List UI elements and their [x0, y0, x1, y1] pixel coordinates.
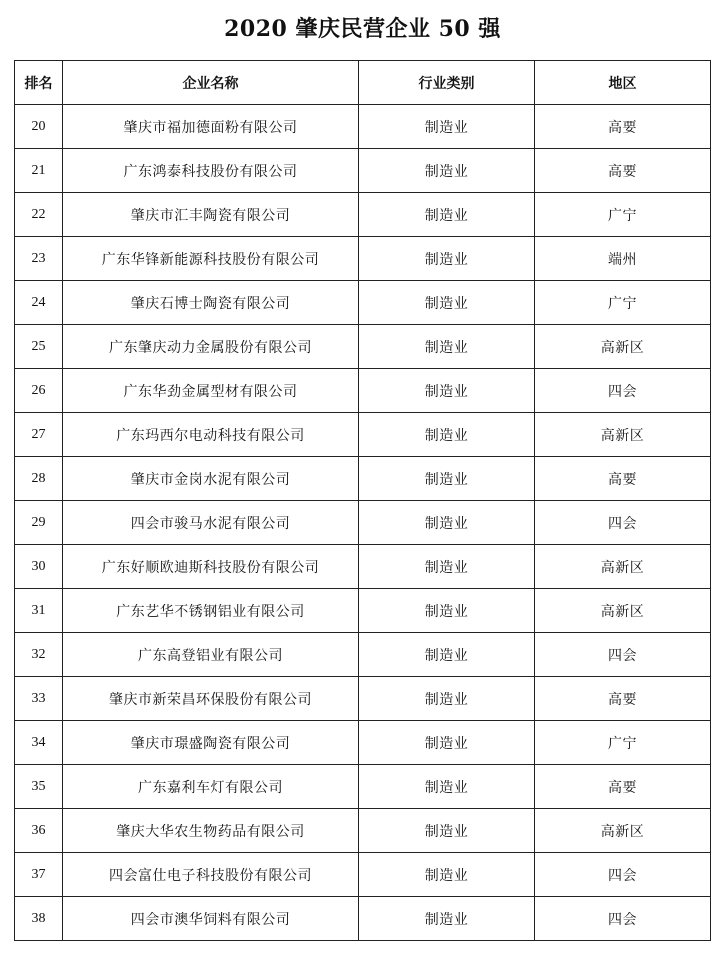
- rank-cell: 27: [15, 413, 63, 457]
- industry-cell: 制造业: [359, 149, 535, 193]
- industry-cell: 制造业: [359, 501, 535, 545]
- table-row: [15, 721, 711, 765]
- region-cell: 高要: [535, 457, 711, 501]
- company-name-cell: 肇庆大华农生物药品有限公司: [63, 809, 359, 853]
- industry-cell: 制造业: [359, 105, 535, 149]
- company-name-cell: 广东高登铝业有限公司: [63, 633, 359, 677]
- company-name-cell: 四会富仕电子科技股份有限公司: [63, 853, 359, 897]
- page-title: 2020 肇庆民营企业 50 强: [224, 16, 501, 42]
- company-name-cell: 广东鸿泰科技股份有限公司: [63, 149, 359, 193]
- table-row: [15, 897, 711, 941]
- rank-cell: 24: [15, 281, 63, 325]
- table-row: [15, 281, 711, 325]
- company-name-cell: 肇庆石博士陶瓷有限公司: [63, 281, 359, 325]
- header-industry: 行业类别: [359, 61, 535, 105]
- table-header-row: [15, 61, 711, 105]
- industry-cell: 制造业: [359, 721, 535, 765]
- header-rank: 排名: [15, 61, 63, 105]
- rank-cell: 21: [15, 149, 63, 193]
- table-row: [15, 853, 711, 897]
- rank-cell: 38: [15, 897, 63, 941]
- rank-cell: 37: [15, 853, 63, 897]
- industry-cell: 制造业: [359, 897, 535, 941]
- region-cell: 高新区: [535, 589, 711, 633]
- industry-cell: 制造业: [359, 589, 535, 633]
- rank-cell: 35: [15, 765, 63, 809]
- region-cell: 高要: [535, 149, 711, 193]
- table-row: [15, 105, 711, 149]
- table-row: [15, 237, 711, 281]
- rank-cell: 22: [15, 193, 63, 237]
- region-cell: 四会: [535, 897, 711, 941]
- rank-cell: 20: [15, 105, 63, 149]
- table-row: [15, 633, 711, 677]
- table-row: [15, 325, 711, 369]
- header-region: 地区: [535, 61, 711, 105]
- company-name-cell: 广东肇庆动力金属股份有限公司: [63, 325, 359, 369]
- industry-cell: 制造业: [359, 281, 535, 325]
- rank-cell: 31: [15, 589, 63, 633]
- industry-cell: 制造业: [359, 677, 535, 721]
- company-name-cell: 肇庆市福加德面粉有限公司: [63, 105, 359, 149]
- rank-cell: 29: [15, 501, 63, 545]
- industry-cell: 制造业: [359, 325, 535, 369]
- table-body: [15, 105, 711, 941]
- region-cell: 高要: [535, 677, 711, 721]
- table-row: [15, 193, 711, 237]
- company-name-cell: 广东好顺欧迪斯科技股份有限公司: [63, 545, 359, 589]
- region-cell: 四会: [535, 369, 711, 413]
- region-cell: 高新区: [535, 809, 711, 853]
- region-cell: 广宁: [535, 721, 711, 765]
- table-row: [15, 369, 711, 413]
- industry-cell: 制造业: [359, 809, 535, 853]
- table-row: [15, 149, 711, 193]
- company-name-cell: 广东嘉利车灯有限公司: [63, 765, 359, 809]
- company-name-cell: 四会市骏马水泥有限公司: [63, 501, 359, 545]
- rank-cell: 32: [15, 633, 63, 677]
- table-row: [15, 589, 711, 633]
- industry-cell: 制造业: [359, 545, 535, 589]
- table-row: [15, 809, 711, 853]
- ranking-table: [14, 60, 711, 941]
- industry-cell: 制造业: [359, 369, 535, 413]
- table-row: [15, 501, 711, 545]
- company-name-cell: 肇庆市璟盛陶瓷有限公司: [63, 721, 359, 765]
- company-name-cell: 广东艺华不锈钢铝业有限公司: [63, 589, 359, 633]
- region-cell: 端州: [535, 237, 711, 281]
- company-name-cell: 肇庆市金岗水泥有限公司: [63, 457, 359, 501]
- table-row: [15, 765, 711, 809]
- industry-cell: 制造业: [359, 457, 535, 501]
- company-name-cell: 四会市澳华饲料有限公司: [63, 897, 359, 941]
- table-row: [15, 677, 711, 721]
- table-row: [15, 545, 711, 589]
- industry-cell: 制造业: [359, 193, 535, 237]
- rank-cell: 33: [15, 677, 63, 721]
- region-cell: 广宁: [535, 193, 711, 237]
- region-cell: 广宁: [535, 281, 711, 325]
- industry-cell: 制造业: [359, 413, 535, 457]
- company-name-cell: 广东玛西尔电动科技有限公司: [63, 413, 359, 457]
- company-name-cell: 肇庆市新荣昌环保股份有限公司: [63, 677, 359, 721]
- rank-cell: 25: [15, 325, 63, 369]
- rank-cell: 26: [15, 369, 63, 413]
- region-cell: 高新区: [535, 325, 711, 369]
- industry-cell: 制造业: [359, 853, 535, 897]
- company-name-cell: 广东华锋新能源科技股份有限公司: [63, 237, 359, 281]
- region-cell: 四会: [535, 501, 711, 545]
- region-cell: 高要: [535, 105, 711, 149]
- company-name-cell: 广东华劲金属型材有限公司: [63, 369, 359, 413]
- rank-cell: 28: [15, 457, 63, 501]
- region-cell: 四会: [535, 633, 711, 677]
- region-cell: 高要: [535, 765, 711, 809]
- rank-cell: 23: [15, 237, 63, 281]
- rank-cell: 36: [15, 809, 63, 853]
- table-row: [15, 457, 711, 501]
- region-cell: 四会: [535, 853, 711, 897]
- region-cell: 高新区: [535, 545, 711, 589]
- company-name-cell: 肇庆市汇丰陶瓷有限公司: [63, 193, 359, 237]
- rank-cell: 30: [15, 545, 63, 589]
- industry-cell: 制造业: [359, 633, 535, 677]
- header-company-name: 企业名称: [63, 61, 359, 105]
- industry-cell: 制造业: [359, 237, 535, 281]
- region-cell: 高新区: [535, 413, 711, 457]
- table-row: [15, 413, 711, 457]
- industry-cell: 制造业: [359, 765, 535, 809]
- rank-cell: 34: [15, 721, 63, 765]
